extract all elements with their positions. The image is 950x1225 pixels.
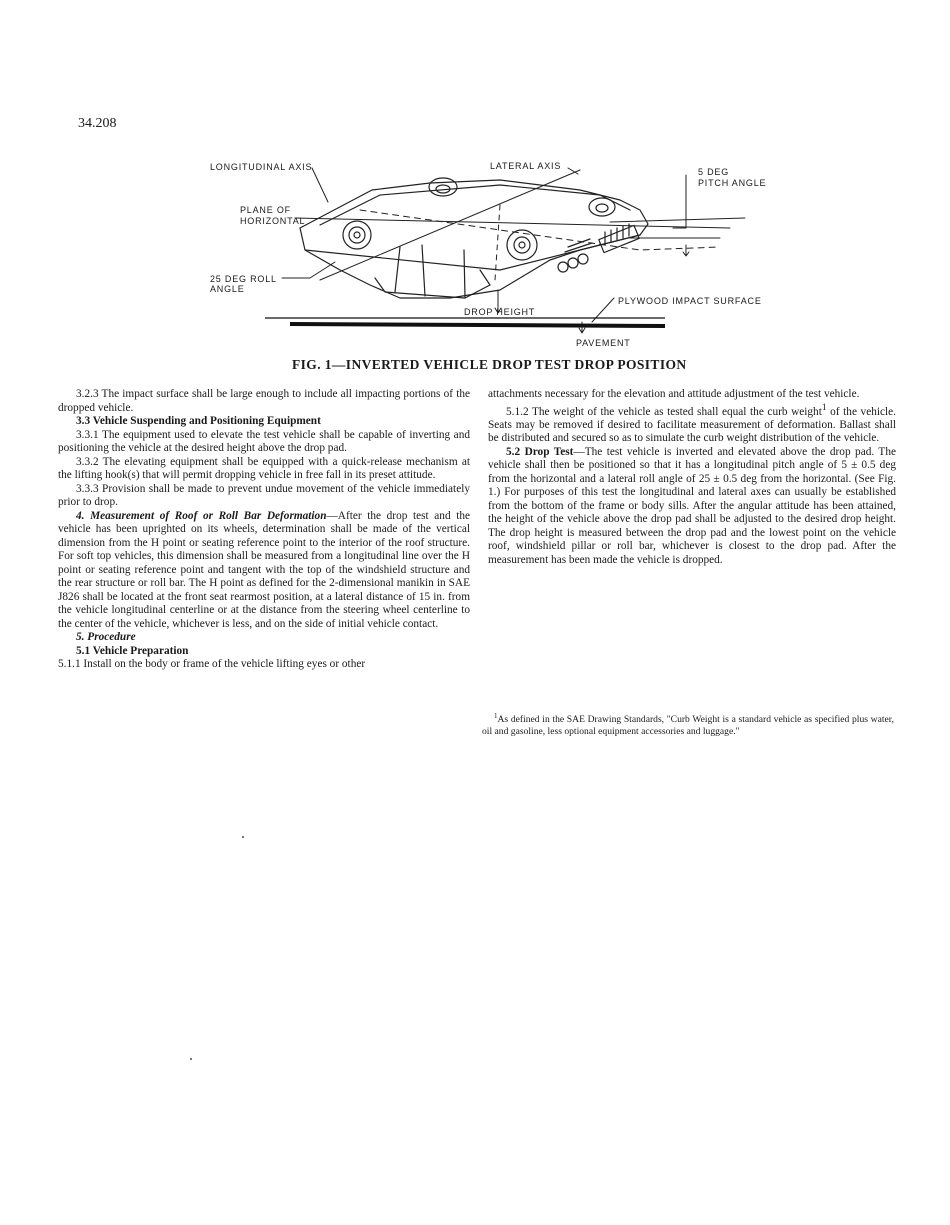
footnote-text: As defined in the SAE Drawing Standards, "Curb Weight is a standard vehicle as specified plus water, oil and gasoline, less optional equipment accessories and luggage." xyxy=(482,714,894,738)
para-5-1-1-continued: attachments necessary for the elevation and attitude adjustment of the test vehicle. xyxy=(488,388,860,400)
heading-4: 4. Measurement of Roof or Roll Bar Deformation xyxy=(76,509,327,522)
heading-5-1: 5.1 Vehicle Preparation xyxy=(76,644,189,657)
para-5-2-text: —The test vehicle is inverted and elevated above the drop pad. The vehicle shall then be positioned so that it has a longitudinal pitch angle of 5 ± 0.5 deg from the horizontal and a lateral roll angle of 25 ± 0.5 deg from the horizontal. (See Fig. 1.) For purposes of this test the longitudinal and lateral axes can usually be established from the bottom of the frame or body sills. After the angular attitude has been attained, the height of the vehicle above the drop pad shall be adjusted to the desired drop height. The drop height is measured between the drop pad and the lowest point on the vehicle roof, windshield pillar or roll bar, whichever is closest to the drop pad. After the measurement has been made the vehicle is dropped. xyxy=(488,445,896,566)
drop-height-label: DROP HEIGHT xyxy=(464,307,536,317)
plane-label-line1: PLANE OF xyxy=(240,205,291,215)
figure-caption: FIG. 1—INVERTED VEHICLE DROP TEST DROP POSITION xyxy=(292,357,687,372)
longitudinal-axis-label: LONGITUDINAL AXIS xyxy=(210,162,313,172)
para-5-1-2-text-b: of the vehicle. Seats may be removed if desired to facilitate measurement of deformation. Ballast shall be distributed and secured so as to simulate the curb weight distribution of the vehicle. xyxy=(488,405,896,445)
page-number: 34.208 xyxy=(78,116,117,131)
footnote-ref: 1 xyxy=(821,402,827,413)
para-3-3-3: 3.3.3 Provision shall be made to prevent undue movement of the vehicle immediately prior to drop. xyxy=(58,482,470,508)
lateral-axis-label: LATERAL AXIS xyxy=(490,161,562,171)
plywood-impact-surface-label: PLYWOOD IMPACT SURFACE xyxy=(618,296,762,306)
footnote-marker: 1 xyxy=(494,712,498,720)
para-5-2 xyxy=(488,446,896,568)
pitch-angle-label-line1: 5 DEG xyxy=(698,167,730,177)
roll-angle-label-line2: ANGLE xyxy=(210,284,245,294)
para-3-3-2: 3.3.2 The elevating equipment shall be equipped with a quick-release mechanism at the lifting hook(s) that will permit dropping vehicle in free fall in its preset attitude. xyxy=(58,455,470,481)
heading-3-3: 3.3 Vehicle Suspending and Positioning Equipment xyxy=(76,415,321,427)
heading-5-2: 5.2 Drop Test xyxy=(506,445,574,458)
left-column xyxy=(58,388,470,672)
heading-5: 5. Procedure xyxy=(76,631,136,643)
roll-angle-label-line1: 25 DEG ROLL xyxy=(210,274,277,284)
right-column xyxy=(488,388,896,567)
scan-speck xyxy=(242,836,244,838)
para-4 xyxy=(58,510,470,632)
pavement-label: PAVEMENT xyxy=(576,338,631,348)
scan-speck xyxy=(190,1058,192,1060)
pitch-angle-label-line2: PITCH ANGLE xyxy=(698,178,767,188)
plane-label-line2: HORIZONTAL xyxy=(240,216,306,226)
para-5-1-1: 5.1.1 Install on the body or frame of the vehicle lifting eyes or other xyxy=(58,658,366,670)
drop-test-figure xyxy=(200,150,790,355)
para-4-text: —After the drop test and the vehicle has been uprighted on its wheels, determination shall be made of the vertical dimension from the H point or seating reference point to the interior of the roof structure. For soft top vehicles, this dimension shall be measured from a longitudinal line over the H point or seating reference point and tangent with the top of the windshield structure and the rear structure or roll bar. The H point as defined for the 2-dimensional manikin in SAE J826 shall be located at the front seat rearmost position, at a lateral distance of 15 in. from the vehicle longitudinal centerline or at the distance from the steering wheel centerline to the center of the vehicle, whichever is less, and on the side of initial vehicle contact. xyxy=(58,509,470,630)
para-3-2-3: 3.2.3 The impact surface shall be large enough to include all impacting portions of the dropped vehicle. xyxy=(58,388,470,414)
para-5-1-2-text-a: 5.1.2 The weight of the vehicle as tested shall equal the curb weight xyxy=(506,405,822,418)
para-3-3-1: 3.3.1 The equipment used to elevate the test vehicle shall be capable of inverting and positioning the vehicle at the desired height above the drop pad. xyxy=(58,428,470,454)
para-5-1-2 xyxy=(488,402,896,446)
footnote xyxy=(482,710,894,738)
